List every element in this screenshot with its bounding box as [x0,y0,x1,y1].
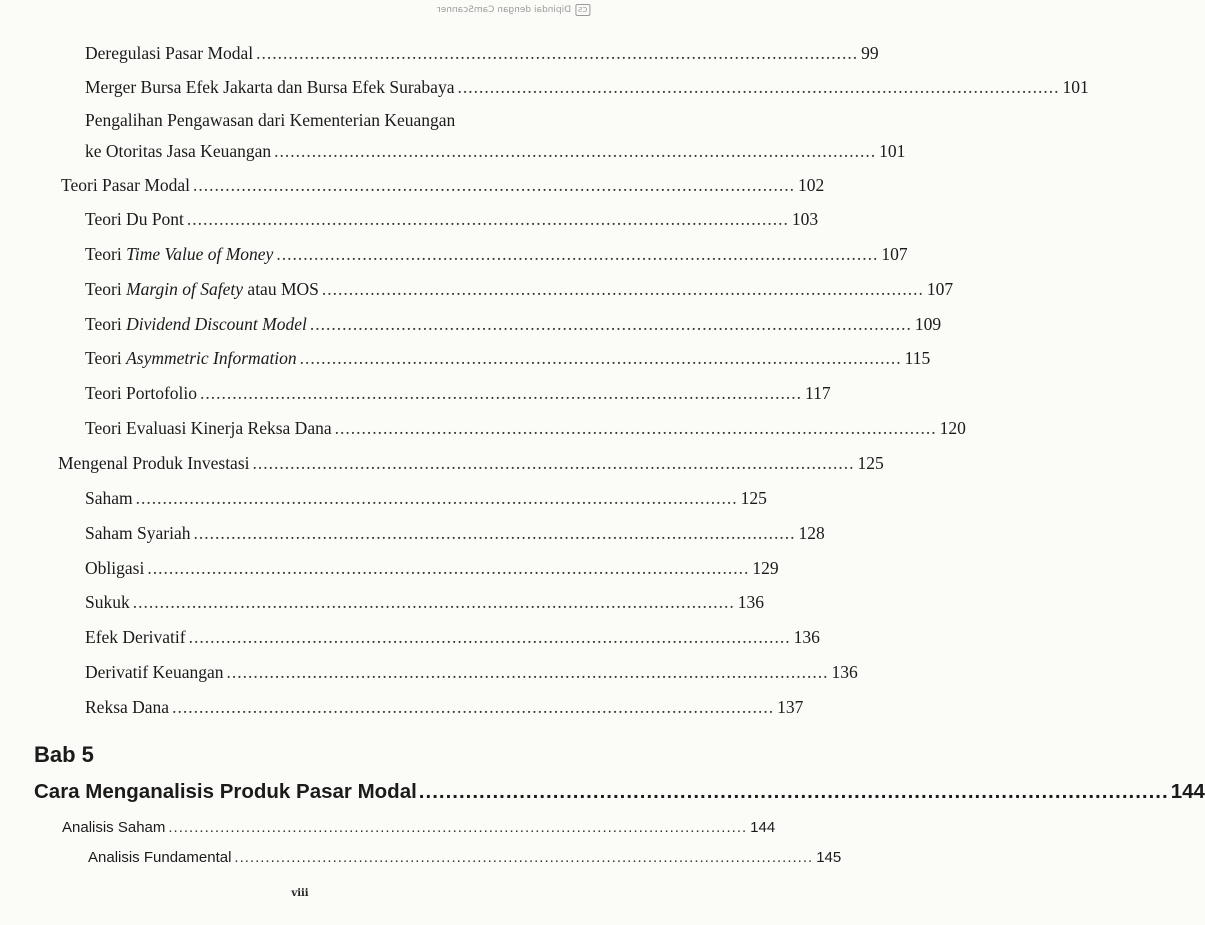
toc-entry-title: Deregulasi Pasar Modal [85,43,254,63]
toc-page-number: 129 [752,558,779,578]
dot-leader: ................................................................................................................ [252,453,855,473]
dot-leader: ................................................................................................................ [188,627,791,647]
toc-page-number: 125 [740,488,767,508]
toc-entry-title: Efek Derivatif [85,627,186,647]
toc-page-number: 136 [737,592,764,612]
toc-entry-reksa-dana[interactable] [85,696,804,718]
toc-entry-portofolio[interactable] [85,382,831,404]
dot-leader: ................................................................................................................ [334,418,937,438]
title-prefix: Teori [85,244,127,264]
toc-entry-title: Reksa Dana [85,697,170,717]
toc-entry-saham[interactable] [85,487,767,509]
toc-page-number: 120 [939,418,966,438]
dot-leader: ................................................................................................................ [321,279,924,299]
toc-page-number: 102 [798,175,825,195]
title-prefix: Teori [85,279,127,299]
toc-chapter-5[interactable] [34,780,1205,804]
toc-entry-title [85,347,297,369]
toc-entry-title-line1: Pengalihan Pengawasan dari Kementerian Keuangan [85,110,456,130]
page-number-footer: viii [291,888,309,899]
toc-page-number: 103 [791,209,819,229]
toc-entry-title: ke Otoritas Jasa Keuangan [85,141,272,161]
toc-entry-title: Saham Syariah [85,523,191,543]
toc-page-number: 107 [881,244,908,264]
toc-entry-time-value[interactable] [85,243,908,265]
toc-entry-title: Merger Bursa Efek Jakarta dan Bursa Efek Surabaya [85,77,455,97]
toc-entry-title [85,243,273,265]
toc-page-number: 99 [861,43,879,63]
toc-page-number: 107 [926,279,954,299]
toc-page-number: 125 [857,453,884,473]
dot-leader: ................................................................................................................ [457,77,1060,97]
toc-entry-deregulasi[interactable] [85,42,879,64]
toc-section-produk-investasi[interactable] [58,452,884,474]
dot-leader: ................................................................................................................ [274,141,877,161]
title-suffix: atau MOS [243,279,319,299]
toc-page-number: 136 [793,627,820,647]
toc-page-number: 137 [777,697,804,717]
toc-entry-title: Teori Du Pont [85,209,184,229]
toc-entry-title [85,313,307,335]
toc-entry-title: Teori Portofolio [85,383,198,403]
toc-entry-analisis-saham[interactable] [62,817,776,839]
toc-entry-title: Analisis Saham [62,819,166,836]
toc-entry-title: Saham [85,488,133,508]
toc-entry-obligasi[interactable] [85,557,779,579]
toc-entry-efek-derivatif[interactable] [85,626,820,648]
toc-entry-title: Analisis Fundamental [88,849,232,866]
toc-entry-title: Mengenal Produk Investasi [58,453,250,473]
toc-entry-du-pont[interactable] [85,208,819,230]
title-italic: Margin of Safety [126,279,244,299]
toc-entry-asymmetric[interactable] [85,347,931,369]
dot-leader: ................................................................................................................ [418,780,1169,803]
title-prefix: Teori [85,314,127,334]
toc-entry-dividend-discount[interactable] [85,313,942,335]
toc-page-number: 109 [914,314,942,334]
dot-leader: ................................................................................................................ [200,383,803,403]
toc-page-number: 128 [798,523,825,543]
dot-leader: ................................................................................................................ [234,849,814,866]
toc-page-number: 144 [1170,780,1205,803]
toc-page-number: 101 [1062,77,1089,97]
toc-page-number: 117 [805,383,831,403]
toc-entry-title: Derivatif Keuangan [85,662,224,682]
title-italic: Dividend Discount Model [126,314,307,334]
dot-leader: ................................................................................................................ [186,209,789,229]
dot-leader: ................................................................................................................ [135,488,738,508]
title-prefix: Teori [85,348,127,368]
toc-entry-title: Teori Pasar Modal [61,175,191,195]
toc-entry-title [85,278,319,300]
dot-leader: ................................................................................................................ [256,43,859,63]
toc-entry-title: Teori Evaluasi Kinerja Reksa Dana [85,418,332,438]
toc-entry-analisis-fundamental[interactable] [88,847,842,869]
toc-page-number: 145 [816,849,842,866]
dot-leader: ................................................................................................................ [147,558,750,578]
dot-leader: ................................................................................................................ [299,348,902,368]
dot-leader: ................................................................................................................ [172,697,775,717]
dot-leader: ................................................................................................................ [193,523,796,543]
dot-leader: ................................................................................................................ [193,175,796,195]
toc-entry-merger[interactable] [85,76,1089,98]
dot-leader: ................................................................................................................ [132,592,735,612]
chapter-title: Cara Menganalisis Produk Pasar Modal [34,780,417,803]
toc-page-number: 101 [879,141,906,161]
toc-page-number: 144 [750,819,776,836]
dot-leader: ................................................................................................................ [168,819,748,836]
toc-entry-title: Obligasi [85,558,145,578]
title-italic: Time Value of Money [126,244,274,264]
toc-entry-evaluasi-kinerja[interactable] [85,417,966,439]
watermark-text: Dipindai dengan CamScanner [436,5,571,15]
chapter-label: Bab 5 [34,742,94,767]
toc-entry-derivatif-keuangan[interactable] [85,661,858,683]
dot-leader: ................................................................................................................ [309,314,912,334]
camscanner-logo-icon: CS [575,4,590,16]
toc-entry-pengalihan[interactable] [85,140,906,162]
dot-leader: ................................................................................................................ [226,662,829,682]
dot-leader: ................................................................................................................ [276,244,879,264]
toc-entry-sukuk[interactable] [85,591,764,613]
toc-page-number: 115 [904,348,931,368]
toc-page-number: 136 [831,662,858,682]
toc-entry-saham-syariah[interactable] [85,522,825,544]
scanner-watermark [437,4,590,16]
toc-entry-title: Sukuk [85,592,130,612]
toc-section-teori-pasar-modal[interactable] [61,174,825,196]
toc-entry-margin-of-safety[interactable] [85,278,954,300]
title-italic: Asymmetric Information [126,348,297,368]
